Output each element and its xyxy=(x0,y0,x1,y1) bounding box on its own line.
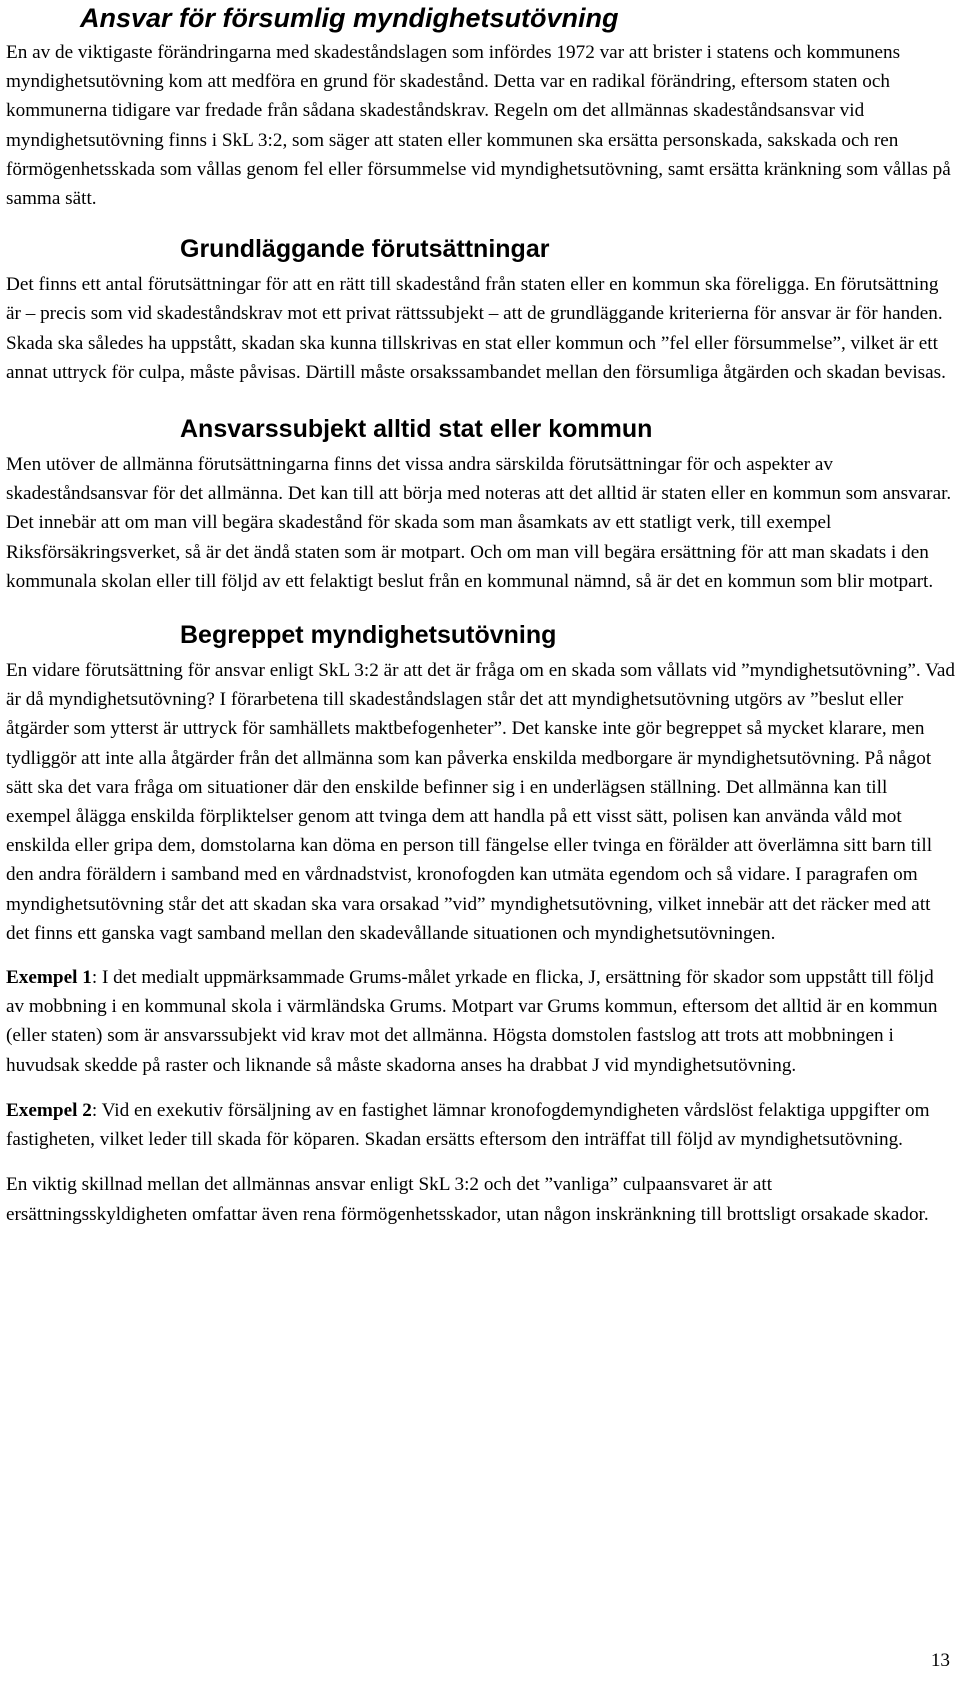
section-heading-grundlaggande: Grundläggande förutsättningar xyxy=(180,235,550,264)
example-text-1: : I det medialt uppmärksammade Grums-målet yrkade en flicka, J, ersättning för skador som uppstått till följd av mobbning i en kommunal skola i värmländska Grums. Motpart var Grums kommun, eftersom det alltid är en kommun (eller staten) som är ansvarssubjekt vid krav mot det allmänna. Högsta domstolen fastslog att trots att mobbningen i huvudsak skedde på raster och liknande så måste skadorna anses ha drabbat J vid myndighetsutövning. xyxy=(6,967,938,1076)
document-page xyxy=(6,0,956,1229)
section-paragraph-begreppet: En vidare förutsättning för ansvar enligt SkL 3:2 är att det är fråga om en skada som vållats vid ”myndighetsutövning”. Vad är då myndighetsutövning? I förarbetena till skadeståndslagen står det att myndighetsutövning utgörs av ”beslut eller åtgärder som ytterst är uttryck för samhällets maktbefogenheter”. Det kanske inte gör begreppet så mycket klarare, men tydliggör att inte alla åtgärder från det allmänna som kan påverka enskilda medborgare är myndighetsutövning. På något sätt ska det vara fråga om situationer där den enskilde befinner sig i en underlägsen ställning. Det allmänna kan till exempel ålägga enskilda förpliktelser genom att tvinga dem att handla på ett visst sätt, polisen kan använda våld mot enskilda eller gripa dem, domstolarna kan döma en person till fängelse eller tvinga en förälder att överlämna sitt barn till den andra föräldern i samband med en vårdnadstvist, kronofogden kan utmäta egendom och så vidare. I paragrafen om myndighetsutövning står det att skadan ska vara orsakad ”vid” myndighetsutövning, vilket innebär att det räcker med att det finns ett ganska vagt samband mellan den skadevållande situationen och myndighetsutövningen. xyxy=(6,660,956,944)
intro-paragraph: En av de viktigaste förändringarna med skadeståndslagen som infördes 1972 var att brister i statens och kommunens myndighetsutövning kom att medföra en grund för skadestånd. Detta var en radikal förändring, eftersom staten och kommunerna tidigare var fredade från sådana skadeståndskrav. Regeln om det allmännas skadeståndsansvar vid myndighetsutövning finns i SkL 3:2, som säger att staten eller kommunen ska ersätta personskada, sakskada och ren förmögenhetsskada som vållas genom fel eller försummelse vid myndighetsutövning, samt ersätta kränkning som vållas på samma sätt. xyxy=(6,42,951,210)
closing-paragraph: En viktig skillnad mellan det allmännas ansvar enligt SkL 3:2 och det ”vanliga” culpaansvaret är att ersättningsskyldigheten omfattar även rena förmögenhetsskador, utan någon inskränkning till brottsligt orsakade skador. xyxy=(6,1174,929,1225)
example-label-2: Exempel 2 xyxy=(6,1099,92,1121)
example-label-1: Exempel 1 xyxy=(6,967,92,989)
example-paragraph-2 xyxy=(6,1096,956,1154)
page-number: 13 xyxy=(930,1650,950,1671)
section-paragraph-ansvarssubjekt: Men utöver de allmänna förutsättningarna finns det vissa andra särskilda förutsättningar för och aspekter av skadeståndsansvar för det allmänna. Det kan till att börja med noteras att det alltid är staten eller en kommun som ansvarar. Det innebär att om man vill begära skadestånd för skada som man åsamkats av ett statligt verk, till exempel Riksförsäkringsverket, så är det ändå staten som är motpart. Och om man vill begära ersättning för att man skadats i den kommunala skolan eller till följd av ett felaktigt beslut från en kommunal nämnd, så är det en kommun som blir motpart. xyxy=(6,454,952,592)
page-title: Ansvar för försumlig myndighetsutövning xyxy=(80,3,619,33)
section-paragraph-grundlaggande: Det finns ett antal förutsättningar för att en rätt till skadestånd från staten eller en kommun ska föreligga. En förutsättning är – precis som vid skadeståndskrav mot ett privat rättssubjekt – att de grundläggande kriterierna för ansvar är för handen. Skada ska således ha uppstått, skadan ska kunna tillskrivas en stat eller kommun och ”fel eller försummelse”, vilket är ett annat uttryck för culpa, måste påvisas. Därtill måste orsakssambandet mellan den försumliga åtgärden och skadan bevisas. xyxy=(6,274,946,383)
section-heading-begreppet: Begreppet myndighetsutövning xyxy=(180,621,557,650)
example-text-2: : Vid en exekutiv försäljning av en fastighet lämnar kronofogdemyndigheten vårdslöst felaktiga uppgifter om fastigheten, vilket leder till skada för köparen. Skadan ersätts eftersom den inträffat till följd av myndighetsutövning. xyxy=(6,1099,930,1151)
example-paragraph-1 xyxy=(6,963,956,1080)
section-heading-ansvarssubjekt: Ansvarssubjekt alltid stat eller kommun xyxy=(180,415,653,444)
